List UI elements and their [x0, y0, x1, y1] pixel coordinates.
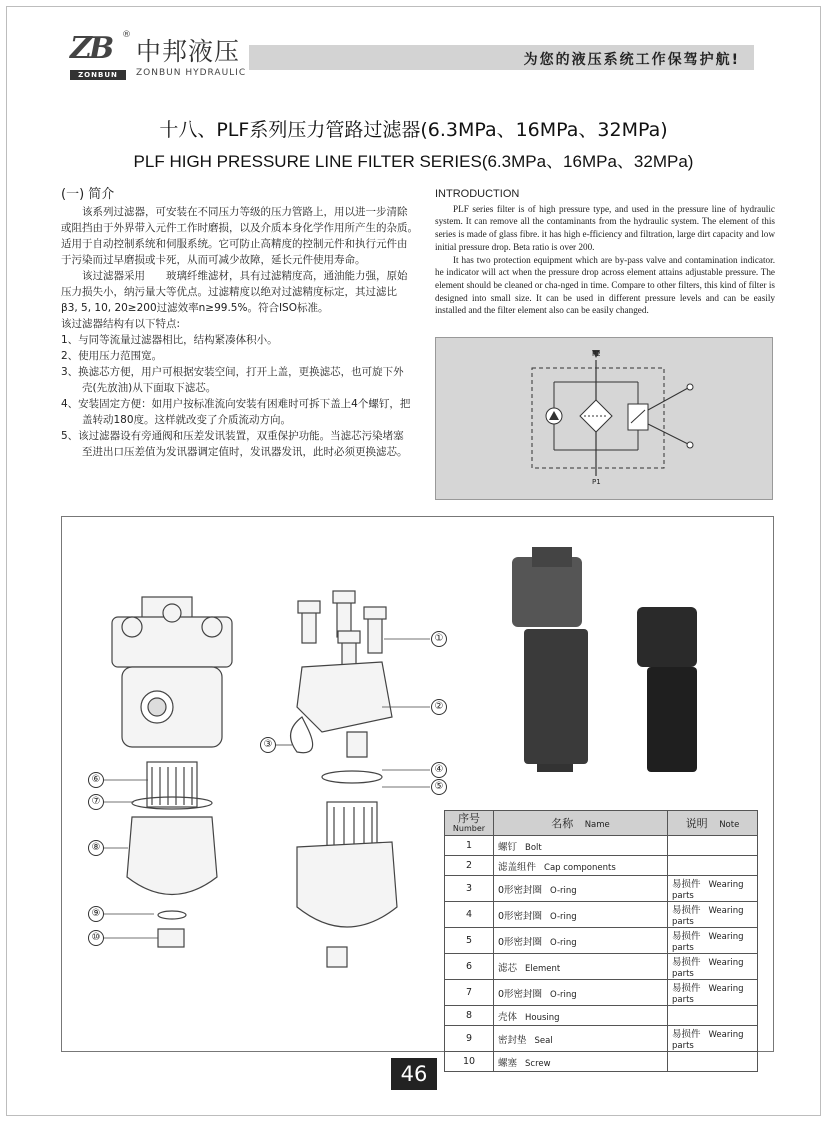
- table-row: [445, 902, 758, 928]
- table-row: [445, 1006, 758, 1026]
- row-name-cn: 螺塞: [498, 1057, 518, 1069]
- row-name-en: O-ring: [550, 911, 577, 922]
- row-note-en: Wearing parts: [672, 880, 744, 901]
- row-name-cn: 0形密封圈: [498, 884, 543, 896]
- port-label-p2: P2: [592, 350, 601, 358]
- row-name-en: Bolt: [525, 842, 542, 853]
- row-number: 2: [445, 856, 494, 876]
- page-title-en: PLF HIGH PRESSURE LINE FILTER SERIES(6.3MPa、16MPa、32MPa): [133, 152, 694, 171]
- row-note-en: Wearing parts: [672, 932, 744, 953]
- row-name: [494, 1026, 668, 1052]
- row-number: 6: [445, 954, 494, 980]
- feature-item: 3、换滤芯方便，用户可根据安装空间，打开上盖，更换滤芯，也可旋下外壳(先放油)从下面取下滤芯。: [61, 366, 404, 394]
- callout-6: ⑥: [88, 772, 104, 788]
- page-title-cn: 十八、PLF系列压力管路过滤器(6.3MPa、16MPa、32MPa): [159, 119, 668, 141]
- logo-mark: [70, 30, 131, 66]
- row-name-en: Housing: [525, 1012, 560, 1023]
- feature-item: 2、使用压力范围宽。: [61, 350, 163, 362]
- row-name-cn: 壳体: [498, 1011, 518, 1023]
- row-note: [668, 836, 758, 856]
- table-row: [445, 876, 758, 902]
- intro-en-para2: It has two protection equipment which are by-pass valve and contamination indicator. he indicator will act when the pressure drop across element attains adjustable pressure. The element should be cleaned or cha-nged in time. Compare to other filters, this kind of filter is designed into small size. It can be used in different pressure levels and can be easily installed and the filter element also can be easily changed.: [435, 254, 775, 316]
- row-name-cn: 0形密封圈: [498, 988, 543, 1000]
- row-number: 10: [445, 1052, 494, 1072]
- company-name-cn: 中邦液压: [136, 37, 241, 66]
- features-heading: 该过滤器结构有以下特点:: [61, 318, 181, 330]
- row-note-cn: 易损件: [672, 879, 701, 890]
- parts-table-body: [445, 836, 758, 1072]
- row-note: [668, 1026, 758, 1052]
- feature-item: 5、该过滤器设有旁通阀和压差发讯装置，双重保护功能。当滤芯污染堵塞至进出口压差值为发讯器调定值时，发讯器发讯，此时必须更换滤芯。: [61, 430, 408, 458]
- table-row: [445, 836, 758, 856]
- logo-mark-text: ZB: [70, 31, 112, 66]
- row-name-en: O-ring: [550, 989, 577, 1000]
- callout-5: ⑤: [431, 779, 447, 795]
- parts-table: [444, 810, 758, 1072]
- row-name-en: O-ring: [550, 885, 577, 896]
- feature-item: 4、安装固定方便：如用户按标准流向安装有困难时可拆下盖上4个螺钉，把盖转动180度。这样就改变了介质流动方向。: [61, 398, 411, 426]
- row-note-cn: 易损件: [672, 905, 701, 916]
- callout-4: ④: [431, 762, 447, 778]
- row-name-cn: 密封垫: [498, 1034, 527, 1046]
- row-number: 9: [445, 1026, 494, 1052]
- intro-cn-heading: (一) 简介: [61, 187, 115, 202]
- row-note: [668, 1006, 758, 1026]
- row-note: [668, 876, 758, 902]
- row-note: [668, 954, 758, 980]
- table-row: [445, 980, 758, 1006]
- hydraulic-schematic: [435, 337, 773, 500]
- row-note-cn: 易损件: [672, 983, 701, 994]
- row-name-cn: 滤芯: [498, 962, 518, 974]
- header-name: [494, 811, 668, 836]
- intro-en: [435, 188, 775, 317]
- row-note: [668, 928, 758, 954]
- row-note-en: Wearing parts: [672, 984, 744, 1005]
- row-number: 8: [445, 1006, 494, 1026]
- row-name-cn: 螺钉: [498, 841, 518, 853]
- row-name: [494, 902, 668, 928]
- row-note: [668, 902, 758, 928]
- row-name-en: O-ring: [550, 937, 577, 948]
- table-row: [445, 954, 758, 980]
- intro-en-heading: INTRODUCTION: [435, 188, 520, 200]
- row-name-en: Element: [525, 963, 561, 974]
- row-number: 1: [445, 836, 494, 856]
- row-note: [668, 1052, 758, 1072]
- header-note-cn: 说明: [685, 817, 708, 830]
- company-name-en: ZONBUN HYDRAULIC: [136, 68, 247, 78]
- intro-en-para1: PLF series filter is of high pressure type, and used in the pressure line of hydraulic system. It can remove all the contaminants from the hydraulic system. The element of this series is made of glass fibre. it has high e-fficiency and filtration, large dirt capacity and low initial pressure drop. Beta ratio is over 200.: [435, 203, 775, 252]
- row-name: [494, 928, 668, 954]
- row-name-cn: 滤盖组件: [498, 861, 537, 873]
- callout-9: ⑨: [88, 906, 104, 922]
- feature-item: 1、与同等流量过滤器相比，结构紧凑体积小。: [61, 334, 278, 346]
- callout-8: ⑧: [88, 840, 104, 856]
- parts-table-header: [445, 811, 758, 836]
- schematic-drawing: [436, 338, 772, 499]
- table-row: [445, 928, 758, 954]
- callout-10: ⑩: [88, 930, 104, 946]
- row-name-cn: 0形密封圈: [498, 910, 543, 922]
- row-note-cn: 易损件: [672, 931, 701, 942]
- table-row: [445, 856, 758, 876]
- header-number-cn: 序号: [458, 811, 480, 825]
- header-name-cn: 名称: [551, 817, 574, 830]
- header-name-en: Name: [584, 820, 610, 830]
- row-name: [494, 876, 668, 902]
- callout-1: ①: [431, 631, 447, 647]
- row-note: [668, 980, 758, 1006]
- row-name: [494, 1006, 668, 1026]
- row-note-cn: 易损件: [672, 1029, 701, 1040]
- header-note-en: Note: [719, 820, 740, 830]
- row-name: [494, 1052, 668, 1072]
- row-name: [494, 836, 668, 856]
- row-name-en: Screw: [525, 1058, 551, 1069]
- intro-cn-para2: 该过滤器采用 玻璃纤维滤材，具有过滤精度高，通油能力强，原始压力损失小，纳污量大等优点。过滤精度以绝对过滤精度标定，其过滤比β3, 5, 10, 20≥200过滤效率n≥99.5%。符合ISO标准。: [61, 270, 408, 314]
- header-number-en: Number: [452, 823, 486, 833]
- row-name: [494, 980, 668, 1006]
- header-number: [445, 811, 494, 836]
- row-name-en: Cap components: [544, 862, 616, 873]
- row-note-en: Wearing parts: [672, 906, 744, 927]
- registered-mark: ®: [122, 30, 131, 40]
- slogan-bar: [249, 45, 754, 70]
- row-name-cn: 0形密封圈: [498, 936, 543, 948]
- callout-3: ③: [260, 737, 276, 753]
- row-number: 5: [445, 928, 494, 954]
- callout-7: ⑦: [88, 794, 104, 810]
- row-number: 4: [445, 902, 494, 928]
- intro-cn: [61, 187, 434, 460]
- intro-cn-para1: 该系列过滤器，可安装在不同压力等级的压力管路上，用以进一步清除或阻挡由于外界带入元件工作时磨损，以及介质本身化学作用所产生的杂质。 适用于自动控制系统和伺服系统。它可防止高精度的控制元件和执行元件由于污染而过早磨损或卡死，从而可减少故障，延长元件使用寿命。: [61, 206, 434, 266]
- port-label-p1: P1: [592, 478, 601, 486]
- row-note: [668, 856, 758, 876]
- row-note-en: Wearing parts: [672, 958, 744, 979]
- row-note-en: Wearing parts: [672, 1030, 744, 1051]
- row-name: [494, 856, 668, 876]
- row-name-en: Seal: [534, 1035, 553, 1046]
- header-note: [668, 811, 758, 836]
- row-name: [494, 954, 668, 980]
- row-number: 3: [445, 876, 494, 902]
- row-number: 7: [445, 980, 494, 1006]
- callout-2: ②: [431, 699, 447, 715]
- logo-strip: ZONBUN: [70, 70, 126, 80]
- table-row: [445, 1052, 758, 1072]
- page-number: 46: [391, 1058, 437, 1090]
- row-note-cn: 易损件: [672, 957, 701, 968]
- table-row: [445, 1026, 758, 1052]
- slogan: 为您的液压系统工作保驾护航!: [523, 52, 740, 68]
